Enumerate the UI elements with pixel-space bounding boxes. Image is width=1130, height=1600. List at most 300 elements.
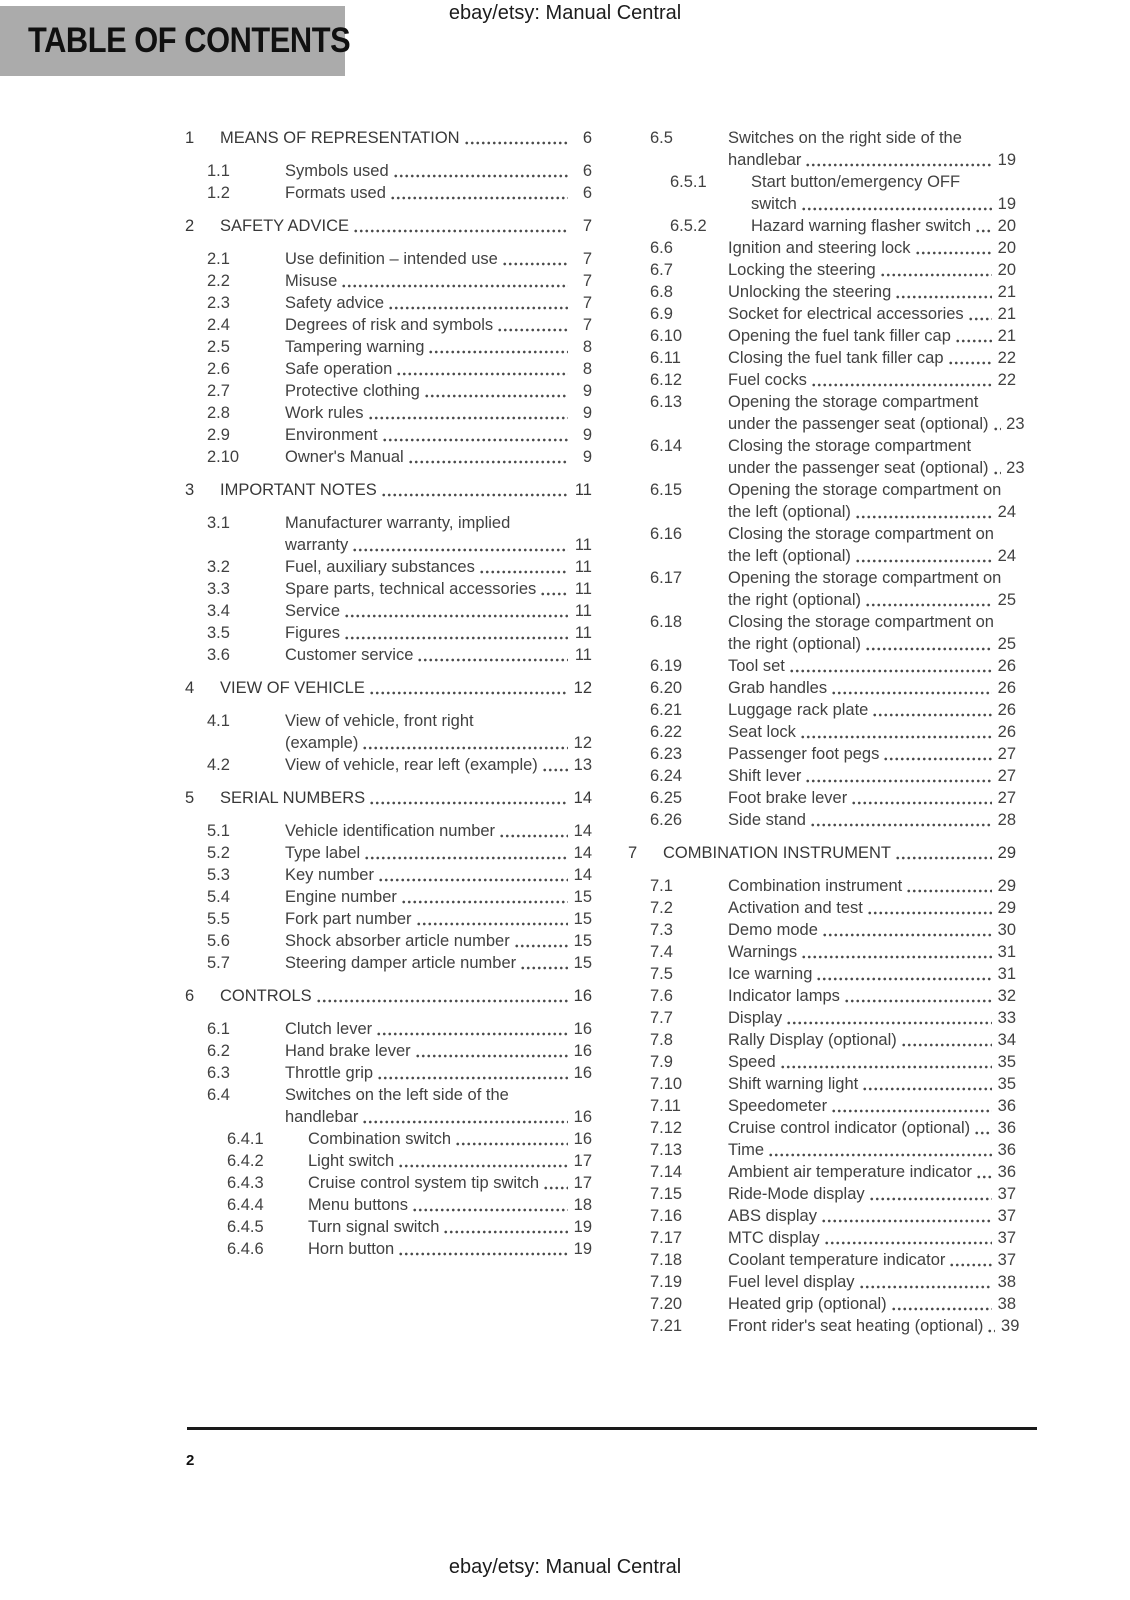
toc-entry-page-number: 25 [997, 635, 1016, 653]
dot-leader [479, 568, 568, 574]
dot-leader [974, 1129, 992, 1135]
toc-entry [628, 1139, 1016, 1161]
toc-entry-last-line [728, 765, 1016, 787]
toc-entry-body [285, 578, 592, 600]
toc-entry-title: Shift lever [728, 767, 802, 785]
toc-entry-body [728, 1095, 1016, 1117]
toc-entry-number: 3 [185, 481, 195, 499]
toc-entry [185, 424, 592, 446]
toc-entry-page-number: 9 [582, 404, 592, 422]
dot-leader [862, 1085, 992, 1091]
toc-entry-page-number: 15 [573, 888, 592, 906]
toc-entry-number: 7.1 [650, 877, 673, 895]
toc-entry-page-number: 20 [997, 217, 1016, 235]
toc-entry-number: 2 [185, 217, 195, 235]
toc-entry-page-number: 39 [1001, 1317, 1020, 1335]
toc-entry-number: 2.8 [207, 404, 230, 422]
toc-entry-title: Engine number [285, 888, 397, 906]
toc-entry [628, 787, 1016, 809]
toc-entry-last-line [728, 1271, 1016, 1293]
toc-entry-page-number: 7 [582, 250, 592, 268]
dot-leader [398, 1162, 568, 1168]
toc-entry-title: Safety advice [285, 294, 385, 312]
toc-entry-body [728, 941, 1016, 963]
toc-entry-last-line [728, 743, 1016, 765]
toc-entry-title: Coolant temperature indicator [728, 1251, 946, 1269]
toc-entry-body [728, 1007, 1016, 1029]
toc-entry-body [308, 1238, 592, 1260]
toc-entry-page-number: 9 [582, 382, 592, 400]
toc-entry-page-number: 31 [997, 943, 1016, 961]
toc-entry-body [728, 435, 1025, 479]
toc-entry [628, 1029, 1016, 1051]
toc-entry-last-line [285, 534, 592, 556]
toc-entry-number: 6.19 [650, 657, 683, 675]
toc-entry-title: Ambient air temperature indicator [728, 1163, 972, 1181]
toc-entry-number: 1.2 [207, 184, 230, 202]
toc-entry-body [728, 963, 1016, 985]
toc-entry-last-line [728, 457, 1025, 479]
toc-entry-page-number: 7 [582, 294, 592, 312]
toc-entry-number: 2.6 [207, 360, 230, 378]
toc-entry-title: Use definition – intended use [285, 250, 498, 268]
toc-entry-body [285, 248, 592, 270]
toc-entry-page-number: 14 [573, 822, 592, 840]
toc-entry-last-line [728, 1095, 1016, 1117]
toc-entry-page-number: 14 [573, 789, 592, 807]
toc-entry-last-line [728, 633, 1016, 655]
dot-leader [412, 1206, 568, 1212]
toc-entry-body [728, 347, 1016, 369]
toc-entry-body [728, 479, 1016, 523]
toc-entry-last-line [728, 677, 1016, 699]
toc-entry [628, 919, 1016, 941]
toc-entry-body [728, 611, 1016, 655]
toc-entry-last-line [308, 1150, 592, 1172]
toc-entry-last-line [728, 963, 1016, 985]
toc-entry-page-number: 15 [573, 932, 592, 950]
toc-entry-title: Degrees of risk and symbols [285, 316, 494, 334]
toc-entry-title: the right (optional) [728, 591, 861, 609]
toc-entry-number: 6.2 [207, 1042, 230, 1060]
toc-entry-page-number: 38 [997, 1273, 1016, 1291]
toc-entry-title: MTC display [728, 1229, 820, 1247]
toc-entry-title: Misuse [285, 272, 338, 290]
toc-entry-page-number: 37 [997, 1251, 1016, 1269]
toc-entry-page-number: 7 [582, 316, 592, 334]
toc-entry-title: Foot brake lever [728, 789, 848, 807]
dot-leader [831, 1107, 992, 1113]
toc-entry-body [728, 523, 1016, 567]
toc-entry-number: 6.22 [650, 723, 683, 741]
toc-entry-page-number: 18 [573, 1196, 592, 1214]
toc-entry-page-number: 38 [997, 1295, 1016, 1313]
toc-entry-body [728, 237, 1016, 259]
toc-entry-body [285, 314, 592, 336]
toc-entry [628, 1117, 1016, 1139]
dot-leader [543, 1184, 568, 1190]
toc-entry-body [728, 897, 1016, 919]
toc-entry-page-number: 27 [997, 789, 1016, 807]
toc-entry [628, 1315, 1020, 1337]
dot-leader [424, 392, 568, 398]
toc-entry-body [728, 1249, 1016, 1271]
toc-entry-title: under the passenger seat (optional) [728, 459, 989, 477]
dot-leader [443, 1228, 568, 1234]
dot-leader [368, 414, 568, 420]
toc-entry-title: Fuel cocks [728, 371, 807, 389]
toc-entry [185, 270, 592, 292]
toc-entry-last-line [285, 270, 592, 292]
toc-entry-last-line [728, 259, 1016, 281]
toc-entry-last-line [285, 732, 592, 754]
toc-entry-body [285, 512, 592, 556]
dot-leader [895, 854, 992, 860]
toc-entry [185, 479, 592, 501]
dot-leader [955, 337, 992, 343]
toc-entry-last-line [285, 952, 592, 974]
toc-entry-last-line [728, 413, 1025, 435]
toc-entry [185, 160, 592, 182]
toc-entry-last-line [728, 501, 1016, 523]
toc-entry-page-number: 13 [573, 756, 592, 774]
toc-entry-number: 3.2 [207, 558, 230, 576]
dot-leader [901, 1041, 992, 1047]
toc-entry-number: 3.3 [207, 580, 230, 598]
toc-entry [185, 820, 592, 842]
toc-entry-title: Tampering warning [285, 338, 425, 356]
toc-entry-number: 6.18 [650, 613, 683, 631]
dot-leader [801, 205, 992, 211]
toc-entry-title: Hazard warning flasher switch [751, 217, 972, 235]
toc-entry-last-line [728, 1161, 1016, 1183]
dot-leader [388, 304, 568, 310]
toc-entry-body [751, 171, 1016, 215]
toc-entry-page-number: 6 [582, 184, 592, 202]
toc-entry-page-number: 34 [997, 1031, 1016, 1049]
toc-entry [185, 127, 592, 149]
toc-entry-page-number: 21 [997, 305, 1016, 323]
toc-entry-title-line: Closing the storage compartment on [728, 525, 994, 543]
toc-entry-body [220, 127, 592, 149]
toc-entry [628, 523, 1016, 567]
dot-leader [800, 733, 992, 739]
toc-entry-body [285, 710, 592, 754]
toc-entry-title: Heated grip (optional) [728, 1295, 887, 1313]
toc-entry-title: View of vehicle, rear left (example) [285, 756, 538, 774]
toc-entry-title: Customer service [285, 646, 414, 664]
toc-entry-page-number: 14 [573, 866, 592, 884]
toc-entry-body [220, 677, 592, 699]
toc-entry-last-line [285, 622, 592, 644]
toc-entry [185, 710, 592, 754]
toc-entry-number: 6.10 [650, 327, 683, 345]
toc-entry-title: the left (optional) [728, 547, 851, 565]
toc-entry-number: 6.26 [650, 811, 683, 829]
dot-leader [872, 711, 992, 717]
toc-entry [185, 985, 592, 1007]
dot-leader [417, 656, 568, 662]
toc-entry [628, 721, 1016, 743]
toc-entry [628, 1205, 1016, 1227]
dot-leader [316, 997, 568, 1003]
toc-entry-body [285, 952, 592, 974]
toc-entry-page-number: 36 [997, 1097, 1016, 1115]
toc-entry-body [728, 809, 1016, 831]
toc-entry-last-line [285, 292, 592, 314]
toc-entry [628, 809, 1016, 831]
toc-entry-last-line [728, 325, 1016, 347]
toc-entry-number: 6.4.4 [227, 1196, 264, 1214]
dot-leader [398, 1250, 568, 1256]
toc-entry-number: 4 [185, 679, 195, 697]
toc-entry-title: Key number [285, 866, 374, 884]
toc-entry-page-number: 27 [997, 745, 1016, 763]
toc-entry [185, 930, 592, 952]
toc-entry-body [285, 1062, 592, 1084]
dot-leader [381, 491, 568, 497]
toc-entry-last-line [285, 248, 592, 270]
toc-entry [185, 358, 592, 380]
toc-entry-title: Shock absorber article number [285, 932, 510, 950]
toc-entry-number: 6.5.2 [670, 217, 707, 235]
toc-entry-last-line [728, 1139, 1016, 1161]
toc-entry-number: 3.6 [207, 646, 230, 664]
toc-entry-title: Rally Display (optional) [728, 1031, 897, 1049]
toc-entry-last-line [728, 1183, 1016, 1205]
toc-entry-title: Side stand [728, 811, 806, 829]
footer-divider-rule [187, 1427, 1037, 1430]
dot-leader [880, 271, 992, 277]
toc-entry-body [728, 1183, 1016, 1205]
toc-entry [185, 1150, 592, 1172]
toc-entry-body [220, 787, 592, 809]
toc-entry-last-line [728, 787, 1016, 809]
toc-entry-title: Service [285, 602, 341, 620]
toc-entry-page-number: 23 [1006, 415, 1025, 433]
toc-entry-body [285, 820, 592, 842]
toc-entry-body [308, 1216, 592, 1238]
toc-entry-body [728, 391, 1025, 435]
toc-entry-body [285, 842, 592, 864]
toc-entry-number: 6.24 [650, 767, 683, 785]
toc-entry-body [285, 754, 592, 776]
toc-entry [628, 1073, 1016, 1095]
dot-leader [822, 931, 992, 937]
toc-entry-last-line [728, 545, 1016, 567]
toc-entry [185, 556, 592, 578]
toc-entry-last-line [728, 1315, 1020, 1337]
toc-entry-number: 7.10 [650, 1075, 683, 1093]
dot-leader [415, 1052, 568, 1058]
toc-entry-number: 6.6 [650, 239, 673, 257]
toc-entry-body [728, 699, 1016, 721]
toc-entry-number: 6.11 [650, 349, 681, 367]
toc-entry-page-number: 26 [997, 701, 1016, 719]
toc-entry-title-line: Start button/emergency OFF [751, 173, 961, 191]
toc-entry-last-line [285, 446, 592, 468]
toc-entry [628, 237, 1016, 259]
dot-leader [855, 557, 992, 563]
toc-entry-page-number: 22 [997, 349, 1016, 367]
toc-entry-last-line [728, 237, 1016, 259]
toc-entry-number: 7.4 [650, 943, 673, 961]
toc-entry-title: Horn button [308, 1240, 395, 1258]
toc-entry-last-line [728, 1051, 1016, 1073]
toc-entry-last-line [220, 985, 592, 1007]
toc-entry-number: 5.7 [207, 954, 230, 972]
toc-entry-body [308, 1150, 592, 1172]
toc-entry-last-line [728, 1029, 1016, 1051]
toc-entry-title: Cruise control indicator (optional) [728, 1119, 971, 1137]
toc-entry-page-number: 15 [573, 954, 592, 972]
toc-entry-number: 3.4 [207, 602, 230, 620]
toc-entry [628, 842, 1016, 864]
dot-leader [390, 194, 568, 200]
toc-entry-last-line [285, 842, 592, 864]
toc-entry-title: Ignition and steering lock [728, 239, 911, 257]
toc-entry [628, 215, 1016, 237]
dot-leader [520, 964, 568, 970]
toc-entry-title: handlebar [285, 1108, 359, 1126]
toc-entry [185, 908, 592, 930]
toc-entry-title: warranty [285, 536, 349, 554]
toc-entry-title: Figures [285, 624, 341, 642]
toc-entry-page-number: 16 [573, 1064, 592, 1082]
toc-entry-title: SERIAL NUMBERS [220, 789, 366, 807]
toc-entry-body [728, 1073, 1016, 1095]
toc-entry-last-line [285, 402, 592, 424]
toc-entry-last-line [285, 160, 592, 182]
toc-entry-body [285, 1040, 592, 1062]
toc-entry-title: Passenger foot pegs [728, 745, 880, 763]
toc-entry-page-number: 29 [997, 844, 1016, 862]
toc-entry-number: 7.17 [650, 1229, 683, 1247]
toc-entry-last-line [728, 699, 1016, 721]
toc-entry-number: 5.1 [207, 822, 230, 840]
toc-entry-last-line [285, 1106, 592, 1128]
toc-entry-number: 7.2 [650, 899, 673, 917]
toc-entry-title: Work rules [285, 404, 364, 422]
toc-entry-title: COMBINATION INSTRUMENT [663, 844, 891, 862]
dot-leader [369, 799, 568, 805]
toc-entry [628, 171, 1016, 215]
toc-entry [185, 1128, 592, 1150]
toc-entry-number: 2.7 [207, 382, 230, 400]
dot-leader [948, 359, 992, 365]
toc-entry-body [728, 369, 1016, 391]
toc-entry-page-number: 19 [573, 1218, 592, 1236]
toc-entry-last-line [285, 930, 592, 952]
toc-entry-body [728, 1205, 1016, 1227]
toc-entry-page-number: 19 [997, 151, 1016, 169]
toc-entry-page-number: 12 [573, 734, 592, 752]
toc-entry-body [728, 787, 1016, 809]
toc-entry-title: Protective clothing [285, 382, 420, 400]
toc-entry-page-number: 11 [574, 602, 592, 620]
toc-entry-body [308, 1194, 592, 1216]
toc-entry-title: Cruise control system tip switch [308, 1174, 540, 1192]
toc-entry-body [728, 1029, 1016, 1051]
dot-leader [865, 601, 992, 607]
dot-leader [464, 139, 568, 145]
toc-entry-number: 7.14 [650, 1163, 683, 1181]
toc-entry-body [285, 600, 592, 622]
toc-entry-title: Activation and test [728, 899, 863, 917]
toc-entry-last-line [285, 908, 592, 930]
toc-entry-last-line [728, 1205, 1016, 1227]
toc-entry-page-number: 20 [997, 239, 1016, 257]
toc-entry-number: 7.12 [650, 1119, 683, 1137]
toc-entry-body [285, 1018, 592, 1040]
toc-entry-title: Throttle grip [285, 1064, 374, 1082]
toc-entry-page-number: 16 [573, 1020, 592, 1038]
dot-leader [362, 744, 568, 750]
toc-entry-number: 3.1 [207, 514, 230, 532]
toc-entry-number: 6.9 [650, 305, 673, 323]
dot-leader [396, 370, 568, 376]
dot-leader [393, 172, 568, 178]
toc-entry-last-line [285, 644, 592, 666]
toc-entry-last-line [285, 358, 592, 380]
toc-entry-page-number: 37 [997, 1229, 1016, 1247]
toc-entry-last-line [220, 677, 592, 699]
toc-entry [628, 1161, 1016, 1183]
toc-entry-last-line [220, 127, 592, 149]
toc-entry-number: 4.2 [207, 756, 230, 774]
dot-leader [768, 1151, 992, 1157]
toc-entry-title-line: Switches on the right side of the [728, 129, 962, 147]
toc-entry-last-line [285, 1018, 592, 1040]
toc-entry-title: Type label [285, 844, 361, 862]
toc-entry-body [285, 622, 592, 644]
toc-entry [628, 127, 1016, 171]
toc-entry-number: 3.5 [207, 624, 230, 642]
toc-entry-last-line [285, 864, 592, 886]
toc-entry-number: 1.1 [207, 162, 230, 180]
toc-entry [628, 325, 1016, 347]
toc-entry [628, 1183, 1016, 1205]
toc-entry-page-number: 17 [573, 1174, 592, 1192]
toc-entry-page-number: 27 [997, 767, 1016, 785]
dot-leader [377, 1074, 568, 1080]
dot-leader [401, 898, 568, 904]
toc-entry-page-number: 21 [997, 327, 1016, 345]
toc-entry-title: Opening the fuel tank filler cap [728, 327, 951, 345]
toc-entry-body [285, 1084, 592, 1128]
toc-entry-page-number: 24 [997, 547, 1016, 565]
toc-entry-body [285, 182, 592, 204]
toc-entry-page-number: 6 [582, 129, 592, 147]
toc-entry-last-line [308, 1128, 592, 1150]
toc-entry-title: Formats used [285, 184, 386, 202]
dot-leader [378, 876, 568, 882]
toc-entry [185, 446, 592, 468]
toc-entry-last-line [308, 1216, 592, 1238]
dot-leader [805, 161, 992, 167]
toc-entry-page-number: 11 [574, 481, 592, 499]
toc-entry-body [220, 215, 592, 237]
toc-entry-page-number: 8 [582, 360, 592, 378]
toc-entry-page-number: 11 [574, 580, 592, 598]
dot-leader [344, 634, 568, 640]
toc-entry-title: Ice warning [728, 965, 813, 983]
toc-entry [628, 677, 1016, 699]
dot-leader [993, 469, 1001, 475]
toc-entry [628, 1095, 1016, 1117]
toc-entry [628, 743, 1016, 765]
toc-entry-last-line [728, 281, 1016, 303]
